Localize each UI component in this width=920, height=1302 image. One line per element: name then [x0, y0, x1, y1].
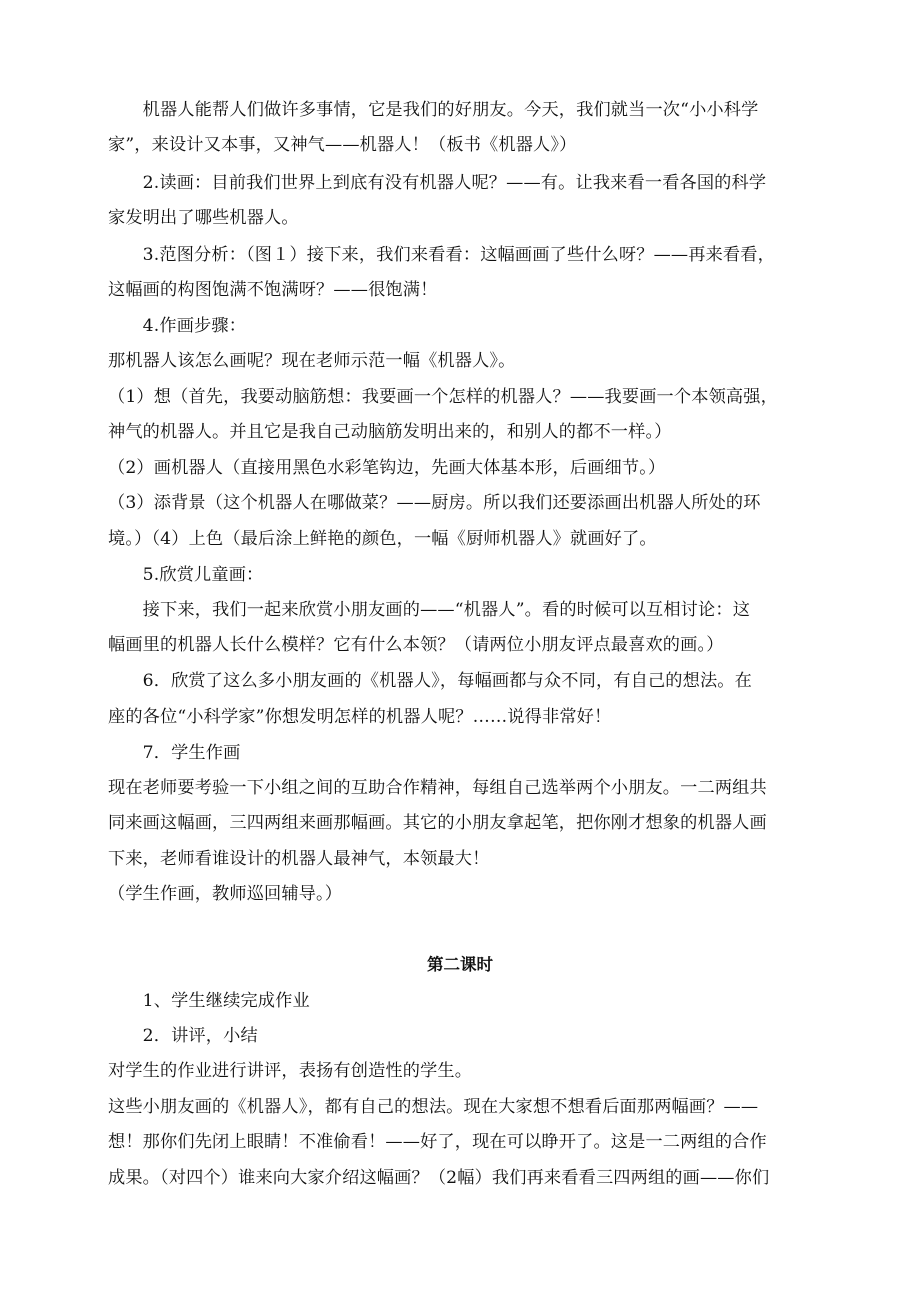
text-line: （2）画机器人（直接用黑色水彩笔钩边，先画大体基本形，后画细节。） — [108, 458, 666, 478]
text-line: 那机器人该怎么画呢？现在老师示范一幅《机器人》。 — [108, 351, 516, 371]
text-line: 幅画里的机器人长什么模样？它有什么本领？（请两位小朋友评点最喜欢的画。） — [108, 635, 724, 655]
text-line: 下来，老师看谁设计的机器人最神气，本领最大！ — [108, 849, 490, 869]
text-line: 2.读画：目前我们世界上到底有没有机器人呢？——有。让我来看一看各国的科学 — [108, 173, 767, 193]
text-line: 3.范图分析：（图１）接下来，我们来看看：这幅画画了些什么呀？——再来看看， — [108, 245, 775, 265]
text-line: 接下来，我们一起来欣赏小朋友画的——“机器人”。看的时候可以互相讨论：这 — [108, 600, 751, 620]
text-line: 境。）（4）上色（最后涂上鲜艳的颜色，一幅《厨师机器人》就画好了。 — [108, 529, 657, 549]
text-line: 机器人能帮人们做许多事情，它是我们的好朋友。今天，我们就当一次“小小科学 — [108, 100, 759, 120]
text-line: 对学生的作业进行讲评，表扬有创造性的学生。 — [108, 1061, 473, 1081]
text-line: 家”，来设计又本事，又神气——机器人！（板书《机器人》） — [108, 135, 577, 155]
text-line: 家发明出了哪些机器人。 — [108, 208, 299, 228]
text-line: 现在老师要考验一下小组之间的互助合作精神，每组自己选举两个小朋友。一二两组共 — [108, 778, 767, 798]
text-line: （学生作画，教师巡回辅导。） — [108, 884, 343, 904]
text-line: 成果。（对四个）谁来向大家介绍这幅画？（2幅）我们再来看看三四两组的画——你们 — [108, 1168, 770, 1188]
text-line: 4.作画步骤： — [108, 316, 247, 336]
text-line: 神气的机器人。并且它是我自己动脑筋发明出来的，和别人的都不一样。） — [108, 422, 672, 442]
text-line: 同来画这幅画，三四两组来画那幅画。其它的小朋友拿起笔，把你刚才想象的机器人画 — [108, 813, 767, 833]
text-line: 2．讲评，小结 — [108, 1026, 258, 1046]
text-line: 这幅画的构图饱满不饱满呀？——很饱满！ — [108, 280, 438, 300]
text-line: （3）添背景（这个机器人在哪做菜？——厨房。所以我们还要添画出机器人所处的环 — [108, 493, 761, 513]
text-line: 座的各位“小科学家”你想发明怎样的机器人呢？……说得非常好！ — [108, 707, 612, 727]
text-line: 7．学生作画 — [108, 743, 241, 763]
text-line: 5.欣赏儿童画： — [108, 565, 264, 585]
text-line: （1）想（首先，我要动脑筋想：我要画一个怎样的机器人？——我要画一个本领高强， — [108, 387, 778, 407]
text-line: 想！那你们先闭上眼睛！不准偷看！——好了，现在可以睁开了。这是一二两组的合作 — [108, 1132, 767, 1152]
text-line: 6．欣赏了这么多小朋友画的《机器人》，每幅画都与众不同，有自己的想法。在 — [108, 671, 752, 691]
section-heading: 第二课时 — [427, 955, 493, 974]
text-line: 1、学生继续完成作业 — [108, 991, 310, 1011]
text-line: 这些小朋友画的《机器人》，都有自己的想法。现在大家想不想看后面那两幅画？—— — [108, 1097, 759, 1117]
